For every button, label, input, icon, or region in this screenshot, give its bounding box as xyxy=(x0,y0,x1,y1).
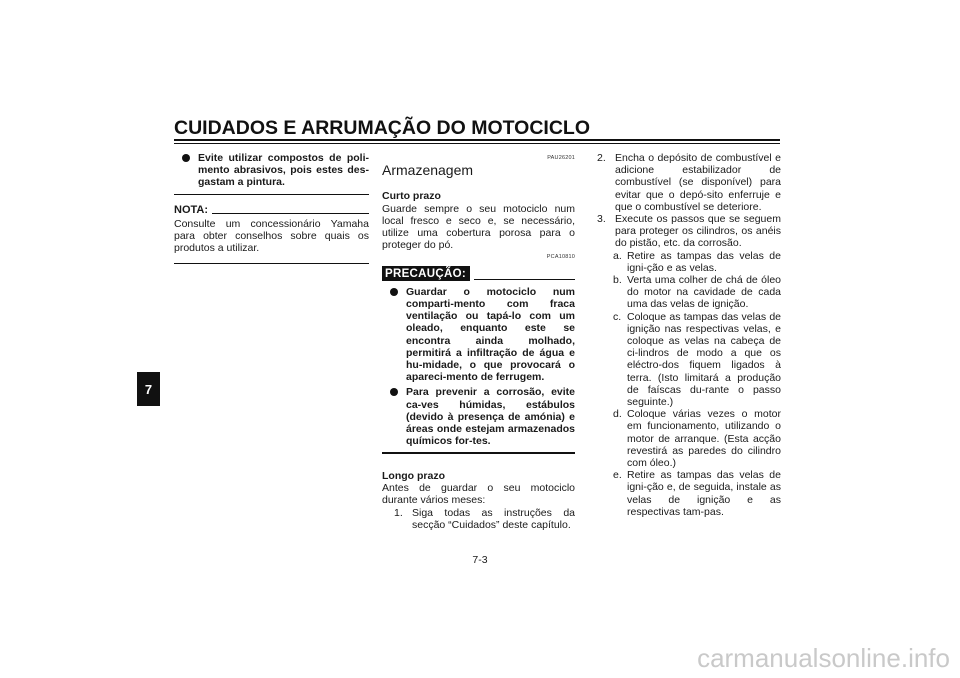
note-header xyxy=(174,204,369,216)
substep-letter: e. xyxy=(613,469,622,482)
section-heading: Armazenagem xyxy=(382,162,474,179)
substep-item xyxy=(597,274,781,311)
note-end-rule xyxy=(174,263,369,264)
substep-text: Coloque várias vezes o motor em funcionamento, utilizando o motor de arranque. (Esta acção revestirá as paredes do cilindro com óleo.) xyxy=(627,408,781,470)
page-number: 7-3 xyxy=(472,554,488,566)
substep-text: Retire as tampas das velas de igni-ção e as velas. xyxy=(627,249,781,274)
step-number: 1. xyxy=(394,506,403,519)
column-left xyxy=(174,152,369,264)
polish-warning-text: Evite utilizar compostos de poli-mento abrasivos, pois estes des-gastam a pintura. xyxy=(198,152,369,189)
substep-letter: b. xyxy=(613,274,622,287)
substep-letter: c. xyxy=(613,310,622,323)
long-term-title: Longo prazo xyxy=(382,469,445,482)
caution-rule xyxy=(474,279,575,280)
column-middle xyxy=(382,152,575,531)
caution-end-rule xyxy=(174,194,369,195)
substep-item xyxy=(597,408,781,469)
caution-bullet xyxy=(382,386,575,447)
substep-text: Verta uma colher de chá de óleo do motor na cavidade de cada uma das velas de ignição. xyxy=(627,274,781,311)
note-label: NOTA: xyxy=(174,203,209,216)
caution-bullet-text: Guardar o motociclo num comparti-mento com fraca ventilação ou tapá-lo com um oleado, enquanto este se encontra ainda molhado, permitirá a infiltração de água e hu-midade, o que provocará o apareci-mento de ferrugem. xyxy=(406,285,575,384)
section-code: PAU26201 xyxy=(547,155,575,161)
note-rule xyxy=(212,213,369,214)
substep-item xyxy=(597,311,781,409)
caution-bullet xyxy=(382,286,575,384)
substep-text: Coloque as tampas das velas de ignição nas respectivas velas, e coloque as velas na cabeça de ci-lindros de modo a que os eléctro-dos fiquem ligados à terra. (Isto limitará a produção de faíscas du-rante o passo seguinte.) xyxy=(627,310,781,409)
substep-text: Retire as tampas das velas de igni-ção e, de seguida, instale as velas de ignição e as respectivas tam-pas. xyxy=(627,469,781,518)
step-number: 2. xyxy=(597,152,606,164)
note-text: Consulte um concessionário Yamaha para obter conselhos sobre quais os produtos a utilizar. xyxy=(174,217,369,255)
step-item xyxy=(382,507,575,531)
title-rule-thin xyxy=(174,143,780,144)
substep-letter: d. xyxy=(613,408,622,421)
long-term-text: Antes de guardar o seu motociclo durante vários meses: xyxy=(382,482,575,507)
title-rule xyxy=(174,139,780,141)
step-text: Encha o depósito de combustível e adicione estabilizador de combustível (se disponível) para evitar que o depó-sito enferruje e que o combustível se deteriore. xyxy=(615,152,781,213)
short-term-title: Curto prazo xyxy=(382,190,441,203)
column-right xyxy=(597,152,781,518)
bullet-dot-icon xyxy=(390,288,398,296)
polish-warning-bullet xyxy=(174,152,369,189)
bullet-dot-icon xyxy=(182,154,190,162)
step-number: 3. xyxy=(597,213,606,226)
substep-item xyxy=(597,250,781,274)
caution-bullet-text: Para prevenir a corrosão, evite ca-ves húmidas, estábulos (devido à presença de amónia) e áreas onde estejam armazenados químicos for-tes. xyxy=(406,386,575,448)
caution-label: PRECAUÇÃO: xyxy=(382,266,470,281)
step-item xyxy=(597,152,781,213)
caution-header xyxy=(382,266,575,281)
substep-letter: a. xyxy=(613,249,622,262)
chapter-tab[interactable]: 7 xyxy=(137,372,160,406)
substep-item xyxy=(597,469,781,518)
step-text: Siga todas as instruções da secção “Cuidados” deste capítulo. xyxy=(412,506,575,531)
short-term-text: Guarde sempre o seu motociclo num local fresco e seco e, se necessário, utilize uma cobertura porosa para o proteger do pó. xyxy=(382,202,575,252)
step-text: Execute os passos que se seguem para proteger os cilindros, os anéis do pistão, etc. da corrosão. xyxy=(615,213,781,250)
bullet-dot-icon xyxy=(390,388,398,396)
step-item xyxy=(597,213,781,250)
caution-end-rule xyxy=(382,452,575,454)
page-title: CUIDADOS E ARRUMAÇÃO DO MOTOCICLO xyxy=(174,117,590,139)
watermark: carmanualsonline.info xyxy=(697,643,950,673)
caution-code: PCA10810 xyxy=(546,254,575,261)
